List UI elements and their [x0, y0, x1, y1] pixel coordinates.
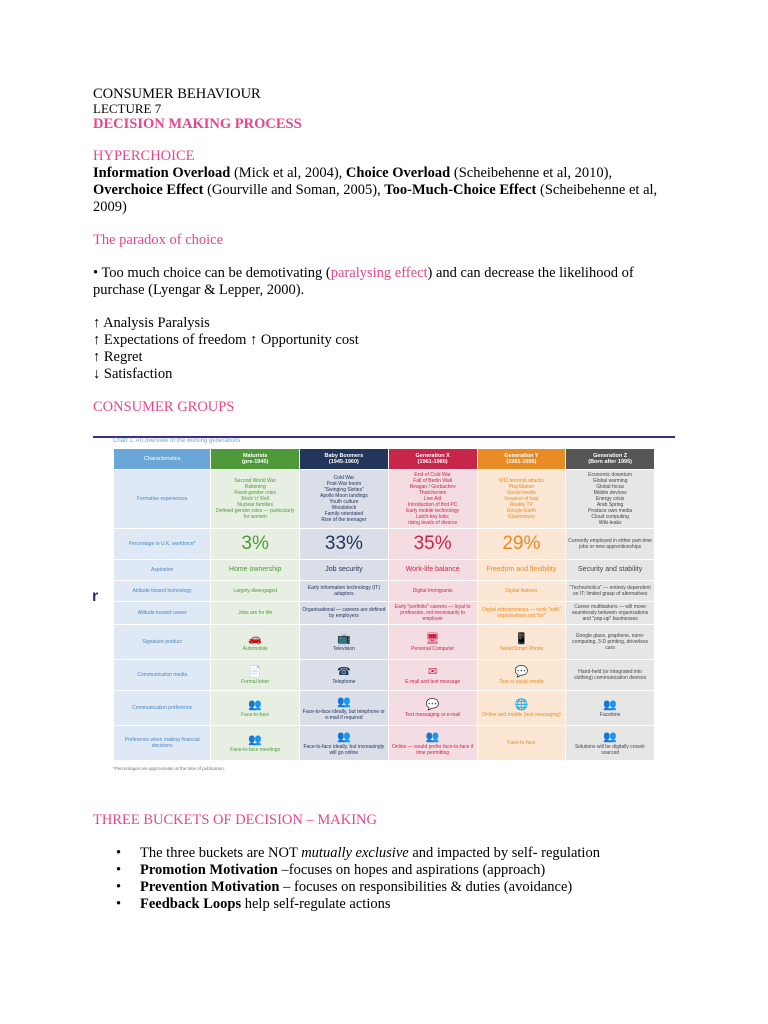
table-cell [478, 625, 566, 659]
cell-text: Home ownership [228, 566, 282, 573]
telephone-icon: ☎ [337, 665, 351, 678]
row-label: Attitude toward technology [114, 581, 210, 601]
cell-text: Google glass, graphene, nano-computing, 3-D printing, driverless cars [572, 633, 649, 651]
table-cell [566, 529, 654, 559]
list-item: • Feedback Loops help self-regulate actions [93, 896, 683, 913]
cell-text: Hand-held (or integrated into clothing) communication devices [573, 669, 647, 681]
sms-icon: 💬 [514, 665, 529, 678]
generation-years: (1961-1980) [417, 459, 448, 465]
table-cell [478, 560, 566, 580]
list-item: • Promotion Motivation –focuses on hopes and aspirations (approach) [93, 862, 683, 879]
table-cell [389, 660, 477, 690]
generation-years: (1981-1995) [506, 459, 537, 465]
column-header [300, 449, 388, 469]
table-cell [300, 560, 388, 580]
table-row [114, 691, 654, 725]
table-cell [389, 726, 477, 760]
table-cell [389, 560, 477, 580]
list-item: • The three buckets are NOT mutually exclusive and impacted by self- regulation [93, 845, 683, 862]
row-label: Attitude toward career [114, 602, 210, 624]
column-header [478, 449, 566, 469]
cell-text: "Technoholics" — entirely dependent on IT; limited grasp of alternatives [569, 585, 651, 597]
cell-text: Online and mobile (text messaging) [482, 711, 561, 718]
cell-text: Face-to-face [241, 711, 270, 718]
row-label: Communication preference [114, 691, 210, 725]
table-cell [211, 560, 299, 580]
table-cell [300, 660, 388, 690]
generation-years: (pre-1945) [242, 459, 269, 465]
table-cell [389, 470, 477, 528]
cell-text: Text messaging or e-mail [404, 711, 461, 718]
table-cell [211, 529, 299, 559]
sms-icon: 💬 [425, 698, 440, 711]
row-label: Percentage in U.K. workforce* [114, 529, 210, 559]
table-cell [566, 602, 654, 624]
table-row [114, 529, 654, 559]
cell-text: Formal letter [241, 678, 270, 685]
globe-icon: 🌐 [514, 698, 529, 711]
table-row [114, 726, 654, 760]
cell-text: 33% [324, 533, 363, 554]
hyperchoice-terms: Information Overload (Mick et al, 2004), Choice Overload (Scheibehenne et al, 2010), Overchoice Effect (Gourville and Soman, 2005), Too-Much-Choice Effect (Scheibehenne et al, 2009) [93, 165, 658, 215]
cell-text: 29% [502, 533, 541, 554]
people-icon: 👥 [248, 733, 263, 746]
phone-icon: 📱 [514, 632, 529, 645]
table-cell [389, 581, 477, 601]
column-header-label: Characteristics [114, 449, 210, 469]
cell-text: Early information technology (IT) adaptors [307, 585, 381, 597]
table-cell [300, 581, 388, 601]
table-cell [478, 691, 566, 725]
doc-title: CONSUMER BEHAVIOUR [93, 86, 261, 102]
table-cell [389, 691, 477, 725]
cell-text: Facetime [599, 711, 621, 718]
cell-text: Cold War Post-War boom "Swinging Sixties" Apollo Moon landings Youth culture Woodstock Family-orientated Rise of the teenager [319, 475, 368, 523]
table-cell [566, 470, 654, 528]
stray-letter: r [92, 588, 99, 605]
cell-text: 35% [413, 533, 452, 554]
cell-text: Digital Natives [505, 588, 538, 594]
cell-text: Face-to-face meetings [230, 746, 281, 753]
cell-text: Career multitaskers — will move seamlessly between organisations and "pop-up" businesses [572, 604, 649, 622]
cell-text: Solutions will be digitally crowd-sourced [574, 743, 646, 756]
table-cell [389, 529, 477, 559]
cell-text: Personal Computer [411, 645, 455, 652]
table-cell [566, 560, 654, 580]
table-cell [566, 660, 654, 690]
cell-text: Digital Immigrants [412, 588, 453, 594]
cell-text: Second World War Rationing Fixed-gender roles Rock 'n' Roll Nuclear families Defined gender roles — particularly for women [215, 478, 295, 520]
cell-text: Job security [325, 566, 363, 573]
tv-icon: 📺 [337, 632, 351, 645]
cell-text: Organisational — careers are defined by employers [302, 607, 386, 619]
table-cell [389, 602, 477, 624]
cell-text: Economic downturn Global warming Global focus Mobile devices Energy crisis Arab Spring Produce own media Cloud computing Wiki-leaks [588, 472, 633, 526]
paradox-heading: The paradox of choice [93, 232, 224, 248]
table-cell [211, 726, 299, 760]
people-icon: 👥 [337, 730, 351, 743]
people-icon: 👥 [603, 698, 617, 711]
effect-item: ↑ Analysis Paralysis [93, 315, 210, 331]
generation-years: (Born after 1995) [588, 459, 632, 465]
table-cell [478, 602, 566, 624]
cell-text: Face-to-face ideally, but increasingly will go online [303, 743, 385, 756]
generations-infographic [93, 436, 675, 776]
cell-text: E-mail and text message [405, 678, 461, 685]
buckets-heading: THREE BUCKETS OF DECISION – MAKING [93, 812, 377, 828]
table-row [114, 602, 654, 624]
cell-text: Currently employed in either part-time jobs or new apprenticeships [568, 538, 652, 550]
cell-text: Text or social media [499, 678, 544, 685]
hyperchoice-heading: HYPERCHOICE [93, 148, 195, 164]
table-cell [211, 581, 299, 601]
table-row [114, 581, 654, 601]
buckets-section [93, 812, 683, 913]
list-item: • Prevention Motivation – focuses on responsibilities & duties (avoidance) [93, 879, 683, 896]
column-header [389, 449, 477, 469]
table-row [114, 470, 654, 528]
effect-item: ↑ Expectations of freedom ↑ Opportunity cost [93, 332, 359, 348]
table-cell [300, 529, 388, 559]
cell-text: Work-life balance [405, 566, 460, 573]
table-row [114, 560, 654, 580]
computer-icon: 🖥 [425, 632, 440, 645]
table-cell [211, 625, 299, 659]
consumer-groups-heading: CONSUMER GROUPS [93, 399, 235, 415]
row-label: Formative experiences [114, 470, 210, 528]
effect-item: ↓ Satisfaction [93, 366, 173, 382]
cell-text: Digital entrepreneurs — work "with" organisations not "for" [482, 607, 561, 619]
table-cell [478, 470, 566, 528]
table-cell [211, 602, 299, 624]
document-page [93, 86, 683, 416]
table-cell [300, 691, 388, 725]
table-cell [300, 470, 388, 528]
cell-text: Automobile [242, 645, 268, 652]
generation-name: Generation Z [593, 452, 628, 459]
table-cell [478, 529, 566, 559]
table-cell [300, 726, 388, 760]
column-header [211, 449, 299, 469]
column-header [566, 449, 654, 469]
row-label: Communication media [114, 660, 210, 690]
cell-text: Jobs are for life [238, 610, 273, 616]
generation-years: (1945-1960) [328, 459, 359, 465]
cell-text: Largely disengaged [233, 588, 277, 594]
cell-text: 3% [241, 533, 269, 554]
cell-text: Television [332, 645, 355, 652]
row-label: Signature product [114, 625, 210, 659]
table-cell [478, 726, 566, 760]
generations-table [113, 448, 655, 761]
lecture-label: LECTURE 7 [93, 101, 162, 116]
table-cell [211, 470, 299, 528]
cell-text: Freedom and flexibility [486, 566, 557, 573]
cell-text: Online — would prefer face-to-face if time permitting [391, 743, 474, 756]
people-icon: 👥 [337, 695, 351, 708]
row-label: Preference when making financial decisions [114, 726, 210, 760]
paradox-bullet: • Too much choice can be demotivating (paralysing effect) and can decrease the likelihood of purchase (Lyengar & Lepper, 2000). [93, 265, 634, 298]
cell-text: 9/11 terrorist attacks PlayStation Social media Invasion of Iraq Reality TV Google Earth Glastonbury [498, 478, 544, 520]
table-row [114, 660, 654, 690]
table-cell [300, 625, 388, 659]
effects-list [93, 315, 683, 383]
generation-name: Maturists [242, 452, 268, 459]
generation-name: Generation X [415, 452, 450, 459]
cell-text: Face-to-face [507, 740, 536, 746]
people-icon: 👥 [425, 730, 440, 743]
cell-text: Telephone [332, 678, 356, 685]
people-icon: 👥 [248, 698, 263, 711]
cell-text: Early "portfolio" careers — loyal to profession, not necessarily to employer [394, 604, 471, 622]
table-row [114, 625, 654, 659]
table-cell [478, 581, 566, 601]
email-icon: ✉ [428, 665, 438, 678]
cell-text: Face-to-face ideally, but telephone or e-mail if required [302, 708, 385, 721]
chart-caption: Chart 1: An overview of the working generations [113, 438, 241, 444]
effect-item: ↑ Regret [93, 349, 143, 365]
table-cell [566, 726, 654, 760]
car-icon: 🚗 [248, 632, 263, 645]
table-cell [566, 691, 654, 725]
letter-icon: 📄 [248, 665, 263, 678]
table-cell [478, 660, 566, 690]
row-label: Aspiration [114, 560, 210, 580]
table-cell [389, 625, 477, 659]
table-cell [566, 625, 654, 659]
cell-text: End of Cold War Fall of Berlin Wall Reagan / Gorbachev Thatcherism Live Aid Introduction of first PC Early mobile technology Latch-key kids; rising levels of divorce [406, 472, 460, 526]
table-cell [300, 602, 388, 624]
people-icon: 👥 [603, 730, 617, 743]
cell-text: Security and stability [578, 566, 643, 573]
generation-name: Generation Y [504, 452, 539, 459]
table-cell [211, 660, 299, 690]
table-cell [566, 581, 654, 601]
table-cell [211, 691, 299, 725]
buckets-list [93, 845, 683, 913]
chart-footnote: *Percentages are approximate at the time of publication. [113, 766, 226, 771]
cell-text: Tablet/Smart Phone [499, 645, 544, 652]
generation-name: Baby Boomers [324, 452, 364, 459]
section-title: DECISION MAKING PROCESS [93, 116, 302, 132]
